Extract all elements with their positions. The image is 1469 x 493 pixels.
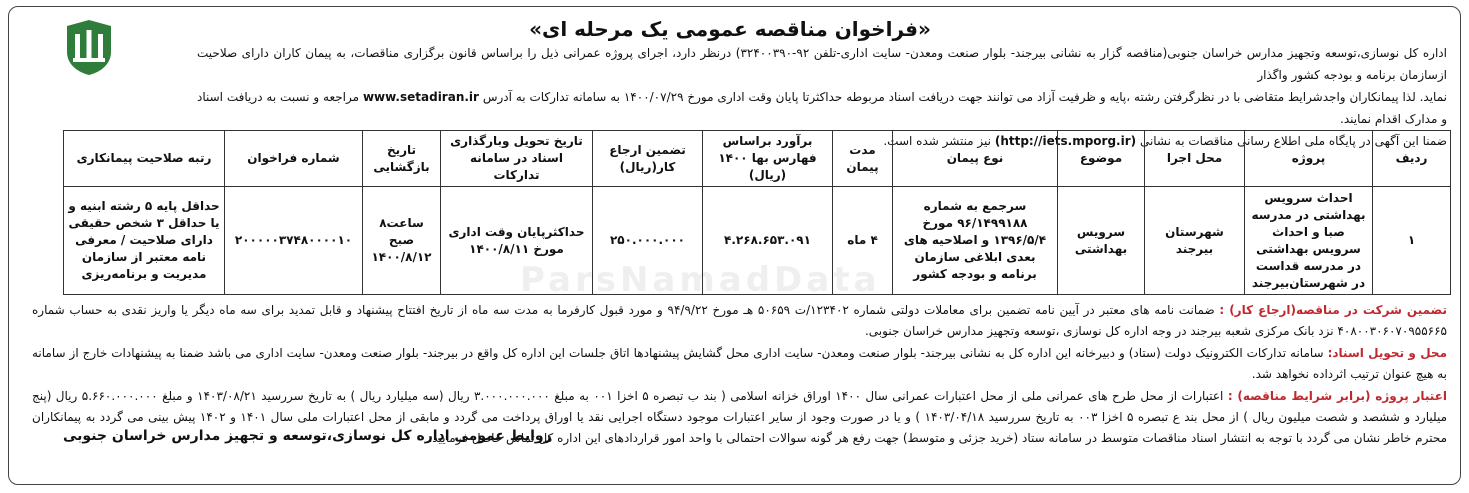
intro-line-1: اداره کل نوسازی،توسعه وتجهیز مدارس خراسان جنوبی(مناقصه گزار به نشانی بیرجند- بلوار صنعت ومعدن- سایت اداری-تلفن ۹۲-۳۲۴۰۰۳۹۰) درنظر دارد، اجرای پروژه عمرانی ذیل را براساس قانون برگزاری مناقصات، به پیمان کاران دارای صلاحیت ازسازمان برنامه و بودجه کشور واگذار <box>197 46 1447 82</box>
organization-logo-icon <box>63 18 115 76</box>
intro-line-3-b: نیز منتشر شده است. <box>883 134 992 148</box>
footer-signature: روابط عمومی اداره کل نوسازی،توسعه و تجهیز مدارس خراسان جنوبی <box>63 428 552 444</box>
col-header-estimate: برآورد براساس فهارس بها ۱۴۰۰ (ریال) <box>703 131 833 187</box>
col-header-project: پروژه <box>1245 131 1373 187</box>
table-header-row <box>64 131 1451 187</box>
intro-line-3-a: ضمنا این آگهی در پایگاه ملی اطلاع رسانی مناقصات به نشانی <box>1139 134 1447 148</box>
col-header-duration: مدت پیمان <box>833 131 893 187</box>
note-delivery <box>32 343 1447 385</box>
intro-line-2-b: مراجعه و نسبت به دریافت اسناد و مدارک اقدام نمایند. <box>197 90 1447 126</box>
note-guarantee-label: تضمین شرکت در مناقصه(ارجاع کار) : <box>1219 303 1447 317</box>
col-header-delivery: تاریخ تحویل وبارگذاری اسناد در سامانه تدارکات <box>441 131 593 187</box>
cell-contract-type: سرجمع به شماره ۹۶/۱۴۹۹۱۸۸ مورخ ۱۳۹۶/۵/۴ و اصلاحیه های بعدی ابلاغی سازمان برنامه و بودجه کشور <box>893 187 1058 295</box>
cell-estimate: ۴.۲۶۸.۶۵۳.۰۹۱ <box>703 187 833 295</box>
cell-duration: ۴ ماه <box>833 187 893 295</box>
note-credit-label: اعتبار پروژه (برابر شرایط مناقصه) : <box>1227 389 1448 403</box>
cell-location: شهرستان بیرجند <box>1145 187 1245 295</box>
cell-opening: ساعت۸ صبح ۱۴۰۰/۸/۱۲ <box>363 187 441 295</box>
col-header-subject: موضوع <box>1058 131 1145 187</box>
note-guarantee <box>32 300 1447 342</box>
cell-rank: حداقل پایه ۵ رشته ابنیه و یا حداقل ۳ شخص حقیقی دارای صلاحیت / معرفی نامه معتبر از سازمان مدیریت و برنامه‌ریزی <box>64 187 225 295</box>
col-header-location: محل اجرا <box>1145 131 1245 187</box>
col-header-opening: تاریخ بازگشایی <box>363 131 441 187</box>
note-delivery-text: سامانه تدارکات الکترونیک دولت (ستاد) و دبیرخانه این اداره کل به نشانی بیرجند- بلوار صنعت ومعدن- سایت اداری محل گشایش پیشنهادها اتاق جلسات این اداره کل واقع در بیرجند- بلوار صنعت ومعدن- سایت اداری می باشد ضمنا به پیشنهادات خارج از سامانه به هیچ عنوان ترتیب اثرداده نخواهد شد. <box>32 346 1447 381</box>
page-title: «فراخوان مناقصه عمومی یک مرحله ای» <box>529 17 931 41</box>
cell-call-no: ۲۰۰۰۰۰۳۷۴۸۰۰۰۰۱۰ <box>225 187 363 295</box>
setadiran-link[interactable]: www.setadiran.ir <box>362 90 479 104</box>
cell-subject: سرویس بهداشتی <box>1058 187 1145 295</box>
table-row <box>64 187 1451 295</box>
cell-delivery: حداکثرپایان وقت اداری مورخ ۱۴۰۰/۸/۱۱ <box>441 187 593 295</box>
note-guarantee-text: ضمانت نامه های معتبر در آیین نامه تضمین برای معاملات دولتی شماره ۱۲۳۴۰۲/ت ۵۰۶۵۹ هـ مورخ ۹۴/۹/۲۲ و مورد قبول کارفرما به مدت سه ماه از تاریخ افتتاح پیشنهاد و قابل تمدید برای سه ماه دیگر یا واریز نقدی به حساب شماره ۴۰۸۰۰۳۰۶۰۷۰۹۵۵۶۶۵ نزد بانک مرکزی شعبه بیرجند در وجه اداره کل نوسازی ،توسعه وتجهیز مدارس خراسان جنوبی. <box>32 303 1447 338</box>
col-header-row-no: ردیف <box>1373 131 1451 187</box>
cell-row-no: ۱ <box>1373 187 1451 295</box>
cell-guarantee: ۲۵۰.۰۰۰.۰۰۰ <box>593 187 703 295</box>
intro-line-2-a: نماید. لذا پیمانکاران واجدشرایط متقاضی با در نظرگرفتن رشته ،پایه و ظرفیت آزاد می توانند جهت دریافت اسناد مربوطه حداکثرتا پایان وقت اداری مورخ ۱۴۰۰/۰۷/۲۹ به سامانه تدارکات به آدرس <box>482 90 1447 104</box>
iets-link[interactable]: (http://iets.mporg.ir) <box>994 134 1137 148</box>
col-header-rank: رتبه صلاحیت پیمانکاری <box>64 131 225 187</box>
intro-line-2 <box>197 86 1447 130</box>
cell-project: احداث سرویس بهداشتی در مدرسه صبا و احداث سرویس بهداشتی در مدرسه قداست در شهرستان‌بیرجند <box>1245 187 1373 295</box>
watermark: ParsNamadData <box>520 260 881 300</box>
col-header-contract-type: نوع پیمان <box>893 131 1058 187</box>
col-header-guarantee: تضمین ارجاع کار(ریال) <box>593 131 703 187</box>
note-credit-text: اعتبارات از محل طرح های عمرانی ملی از محل اعتبارات عمرانی سال ۱۴۰۰ اوراق خزانه اسلامی ( بند ب تبصره ۵ اخزا ۰۰۱ به مبلغ ۳.۰۰۰.۰۰۰.۰۰۰ ریال (سه میلیارد ریال ) به تاریخ سررسید ۱۴۰۳/۰۸/۲۱ و مبلغ ۵.۶۶۰.۰۰۰.۰۰۰ ریال (پنج میلیارد و ششصد و شصت میلیون ریال ) از محل بند ع تبصره ۵ اخزا ۰۰۳ به تاریخ سررسید ۱۴۰۳/۰۴/۱۸ ) و یا در صورت وجود از سایر اعتبارات موجود دستگاه اجرایی نقد یا اوراق پرداخت می گردد و مابقی از محل اعتبارات ملی سال ۱۴۰۱ و ۱۴۰۲ پیش بینی می گردد به پیمانکاران محترم خاطر نشان می گردد با توجه به انتشار اسناد مناقصات متوسط در سامانه ستاد (خرید جزئی و متوسط) جهت رفع هر گونه سوالات احتمالی با واحد امور قراردادهای این اداره کل تماس حاصل فرمایید. <box>32 389 1447 445</box>
col-header-call-no: شماره فراخوان <box>225 131 363 187</box>
note-delivery-label: محل و تحویل اسناد: <box>1327 346 1447 360</box>
tender-table <box>63 130 1451 295</box>
